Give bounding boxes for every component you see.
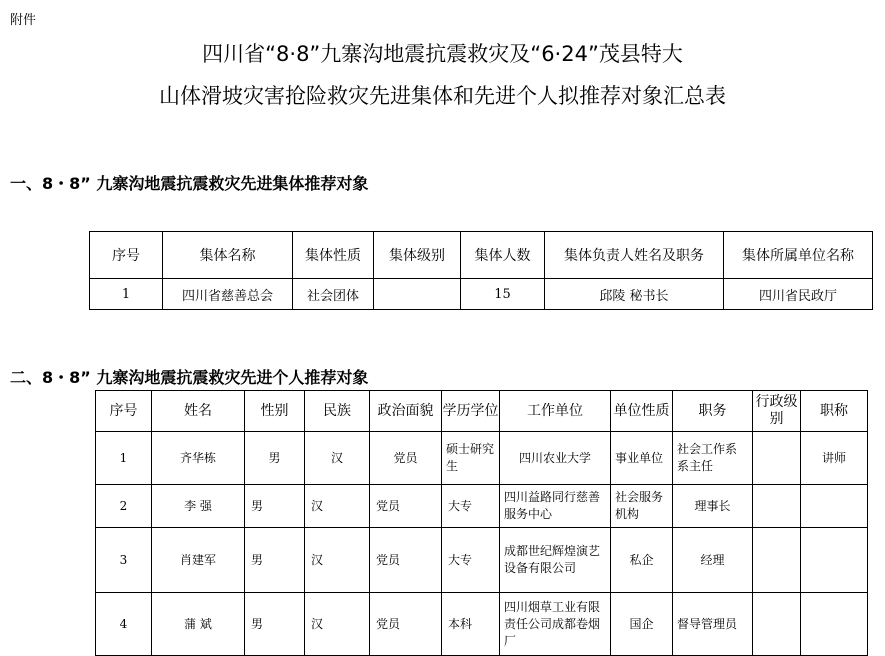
collective-table bbox=[89, 231, 873, 310]
table-row bbox=[96, 593, 868, 656]
table-cell: 大专 bbox=[442, 528, 500, 593]
table-cell: 汉 bbox=[305, 485, 370, 528]
table-cell: 齐华栋 bbox=[152, 432, 245, 485]
table-header-row bbox=[90, 232, 873, 279]
table-cell: 党员 bbox=[370, 485, 442, 528]
header-cell: 政治面貌 bbox=[370, 391, 442, 432]
table-cell: 党员 bbox=[370, 593, 442, 656]
section1-heading: 一、8・8” 九寨沟地震抗震救灾先进集体推荐对象 bbox=[10, 174, 369, 193]
table-cell: 2 bbox=[96, 485, 152, 528]
header-cell: 姓名 bbox=[152, 391, 245, 432]
header-cell: 集体负责人姓名及职务 bbox=[545, 232, 724, 279]
table-cell bbox=[801, 528, 868, 593]
table-cell: 四川省慈善总会 bbox=[163, 279, 293, 310]
header-cell: 学历学位 bbox=[442, 391, 500, 432]
header-cell: 民族 bbox=[305, 391, 370, 432]
table-cell: 1 bbox=[90, 279, 163, 310]
table-cell: 汉 bbox=[305, 528, 370, 593]
header-cell: 性别 bbox=[245, 391, 305, 432]
table-cell: 理事长 bbox=[673, 485, 753, 528]
table-cell: 男 bbox=[245, 593, 305, 656]
table-cell bbox=[753, 528, 801, 593]
header-cell: 行政级别 bbox=[753, 391, 801, 432]
header-cell: 集体级别 bbox=[374, 232, 461, 279]
header-cell: 集体名称 bbox=[163, 232, 293, 279]
table-cell bbox=[801, 593, 868, 656]
table-cell: 本科 bbox=[442, 593, 500, 656]
table-cell: 蒲 斌 bbox=[152, 593, 245, 656]
header-cell: 集体人数 bbox=[461, 232, 545, 279]
table-cell bbox=[374, 279, 461, 310]
table-cell: 私企 bbox=[611, 528, 673, 593]
table-cell: 肖建军 bbox=[152, 528, 245, 593]
table-cell: 3 bbox=[96, 528, 152, 593]
table-cell: 男 bbox=[245, 485, 305, 528]
section2-heading: 二、8・8” 九寨沟地震抗震救灾先进个人推荐对象 bbox=[10, 368, 369, 387]
header-cell: 序号 bbox=[90, 232, 163, 279]
table-cell: 硕士研究生 bbox=[442, 432, 500, 485]
header-cell: 工作单位 bbox=[500, 391, 611, 432]
table-row bbox=[96, 485, 868, 528]
table-cell: 讲师 bbox=[801, 432, 868, 485]
table-cell: 大专 bbox=[442, 485, 500, 528]
table-cell: 督导管理员 bbox=[673, 593, 753, 656]
header-cell: 职务 bbox=[673, 391, 753, 432]
header-cell: 单位性质 bbox=[611, 391, 673, 432]
table-cell: 党员 bbox=[370, 432, 442, 485]
table-cell bbox=[801, 485, 868, 528]
attachment-label: 附件 bbox=[10, 13, 37, 28]
table-row bbox=[90, 279, 873, 310]
table-cell: 事业单位 bbox=[611, 432, 673, 485]
table-cell: 邱陵 秘书长 bbox=[545, 279, 724, 310]
table-cell: 经理 bbox=[673, 528, 753, 593]
table-cell bbox=[753, 432, 801, 485]
table-cell: 社会工作系系主任 bbox=[673, 432, 753, 485]
header-cell: 职称 bbox=[801, 391, 868, 432]
table-cell: 男 bbox=[245, 528, 305, 593]
table-cell bbox=[753, 485, 801, 528]
table-cell: 党员 bbox=[370, 528, 442, 593]
table-cell: 汉 bbox=[305, 432, 370, 485]
table-row bbox=[96, 432, 868, 485]
table-cell: 4 bbox=[96, 593, 152, 656]
table-row bbox=[96, 528, 868, 593]
table-cell: 四川烟草工业有限责任公司成都卷烟厂 bbox=[500, 593, 611, 656]
table-cell: 四川益路同行慈善服务中心 bbox=[500, 485, 611, 528]
table-cell: 15 bbox=[461, 279, 545, 310]
table-cell: 男 bbox=[245, 432, 305, 485]
table-cell: 1 bbox=[96, 432, 152, 485]
table-cell: 国企 bbox=[611, 593, 673, 656]
table-cell: 李 强 bbox=[152, 485, 245, 528]
document-title-line1: 四川省“8·8”九寨沟地震抗震救灾及“6·24”茂县特大 bbox=[202, 42, 683, 66]
table-cell: 四川农业大学 bbox=[500, 432, 611, 485]
individual-table bbox=[95, 390, 868, 656]
table-cell: 社会团体 bbox=[293, 279, 374, 310]
header-cell: 集体所属单位名称 bbox=[724, 232, 873, 279]
table-cell: 社会服务机构 bbox=[611, 485, 673, 528]
header-cell: 集体性质 bbox=[293, 232, 374, 279]
table-header-row bbox=[96, 391, 868, 432]
table-cell bbox=[753, 593, 801, 656]
table-cell: 汉 bbox=[305, 593, 370, 656]
document-title-line2: 山体滑坡灾害抢险救灾先进集体和先进个人拟推荐对象汇总表 bbox=[159, 84, 726, 108]
table-cell: 成都世纪辉煌演艺设备有限公司 bbox=[500, 528, 611, 593]
header-cell: 序号 bbox=[96, 391, 152, 432]
table-cell: 四川省民政厅 bbox=[724, 279, 873, 310]
